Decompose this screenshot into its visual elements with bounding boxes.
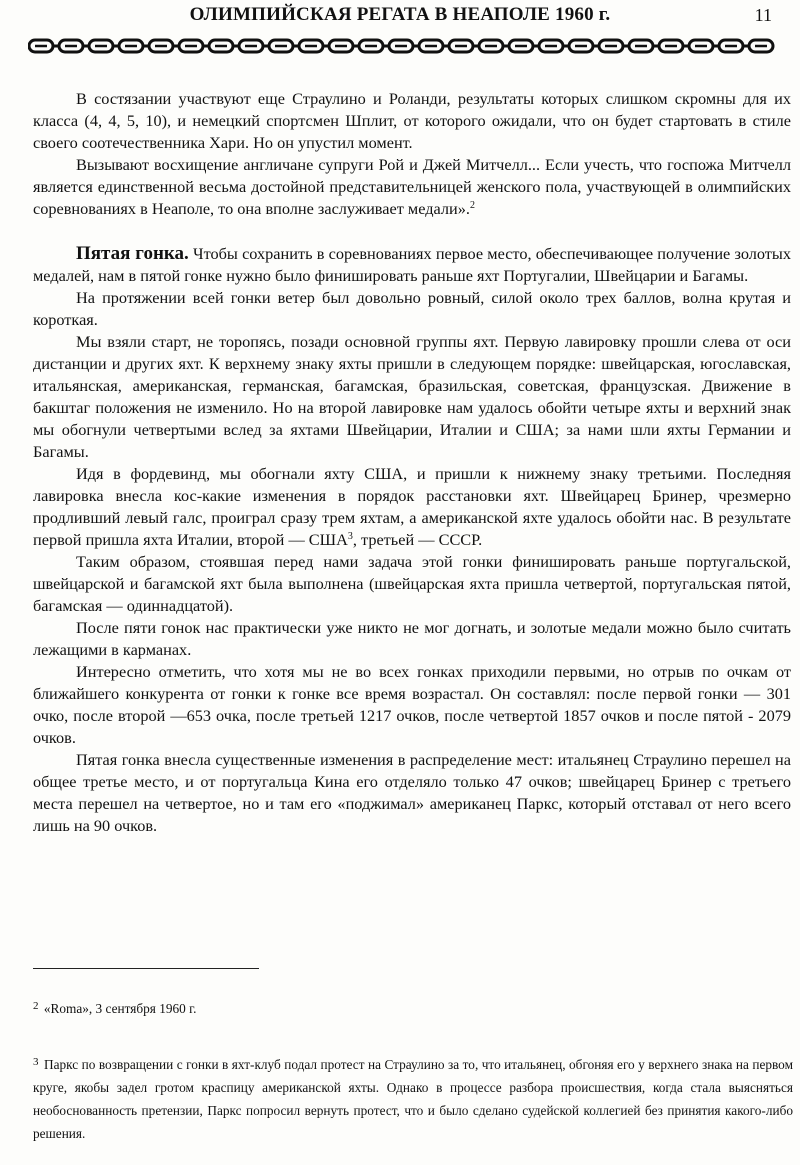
- paragraph: [33, 617, 791, 661]
- section-heading: Пятая гонка.: [76, 243, 189, 264]
- footnote-mark: 3: [33, 1056, 39, 1068]
- paragraph: [33, 243, 791, 287]
- chain-rule-divider: [28, 37, 788, 55]
- paragraph-text: После пяти гонок нас практически уже никто не мог догнать, и золотые медали можно было считать лежащими в карманах.: [33, 618, 791, 659]
- paragraph: [33, 331, 791, 463]
- paragraph-text: На протяжении всей гонки ветер был довольно ровный, силой около трех баллов, волна крутая и короткая.: [33, 288, 791, 329]
- paragraph-text: Чтобы сохранить в соревнованиях первое место, обеспечивающее получение золотых медалей, нам в пятой гонке нужно было финишировать раньше яхт Португалии, Швейцарии и Багамы.: [33, 244, 791, 285]
- paragraph: [33, 88, 791, 154]
- paragraph: [33, 287, 791, 331]
- footnote: [33, 997, 793, 1020]
- body-text: [33, 88, 791, 837]
- footnote: [33, 1053, 793, 1145]
- paragraph: [33, 551, 791, 617]
- footnote-reference: 3: [347, 531, 353, 542]
- paragraph-text: Пятая гонка внесла существенные изменения в распределение мест: итальянец Страулино перешел на общее третье место, и от португальца Кина его отделяло только 47 очков; швейцарец Бринер с третьего места перешел на четвертое, но и там его «поджимал» американец Паркс, который отставал от него всего лишь на 90 очков.: [33, 750, 791, 835]
- paragraph: [33, 154, 791, 220]
- paragraph-text: , третьей — СССР.: [352, 530, 483, 549]
- running-header: [0, 4, 800, 30]
- footnote-reference: 2: [469, 200, 475, 211]
- paragraph: [33, 463, 791, 551]
- footnote-text: Паркс по возвращении с гонки в яхт-клуб подал протест на Страулино за то, что итальянец, обгоняя его у верхнего знака на первом круге, якобы задел гротом краспицу американской яхты. Однако в процессе разбора происшествия, когда стала выясняться необоснованность претензии, Паркс попросил вернуть протест, что и было сделано судейской коллегией без принятия какого-либо решения.: [33, 1057, 793, 1141]
- paragraph-text: Вызывают восхищение англичане супруги Рой и Джей Митчелл... Если учесть, что госпожа Митчелл является единственной весьма достойной представительницей женского пола, участвующей в олимпийских соревнованиях в Неаполе, то она вполне заслуживает медали».: [33, 155, 791, 218]
- footnote-separator: [33, 968, 259, 969]
- paragraph-text: Мы взяли старт, не торопясь, позади основной группы яхт. Первую лавировку прошли слева от оси дистанции и других яхт. К верхнему знаку яхты пришли в следующем порядке: швейцарская, югославская, итальянская, американская, германская, багамская, бразильская, советская, французская. Движение в бакштаг положения не изменило. Но на второй лавировке нам удалось обойти четыре яхты и верхний знак мы обогнули четвертыми вслед за яхтами Швейцарии, Италии и США; за нами шли яхты Германии и Багамы.: [33, 332, 791, 461]
- page-number: 11: [754, 5, 772, 25]
- paragraph-text: В состязании участвуют еще Страулино и Роланди, результаты которых слишком скромны для их класса (4, 4, 5, 10), и немецкий спортсмен Шплит, от которого ожидали, что он будет стартовать в стиле своего соотечественника Хари. Но он упустил момент.: [33, 89, 791, 152]
- running-title: ОЛИМПИЙСКАЯ РЕГАТА В НЕАПОЛЕ 1960 г.: [189, 4, 611, 25]
- footnote-text: «Roma», 3 сентября 1960 г.: [43, 1001, 197, 1016]
- footnote-mark: 2: [33, 1000, 39, 1012]
- paragraph-text: Интересно отметить, что хотя мы не во всех гонках приходили первыми, но отрыв по очкам от ближайшего конкурента от гонки к гонке все время возрастал. Он составлял: после первой гонки — 301 очко, после второй —653 очка, после третьей 1217 очков, после четвертой 1857 очков и после пятой - 2079 очков.: [33, 662, 791, 747]
- paragraph-text: Идя в фордевинд, мы обогнали яхту США, и пришли к нижнему знаку третьими. Последняя лавировка внесла кос-какие изменения в порядок расстановки яхт. Швейцарец Бринер, чрезмерно продливший левый галс, проиграл сразу трем яхтам, а американской яхте удалось обойти нас. В результате первой пришла яхта Италии, второй — США: [33, 464, 791, 549]
- paragraph: [33, 749, 791, 837]
- paragraph: [33, 661, 791, 749]
- paragraph-text: Таким образом, стоявшая перед нами задача этой гонки финишировать раньше португальской, швейцарской и багамской яхт была выполнена (швейцарская яхта пришла четвертой, португальская пятой, багамская — одиннадцатой).: [33, 552, 791, 615]
